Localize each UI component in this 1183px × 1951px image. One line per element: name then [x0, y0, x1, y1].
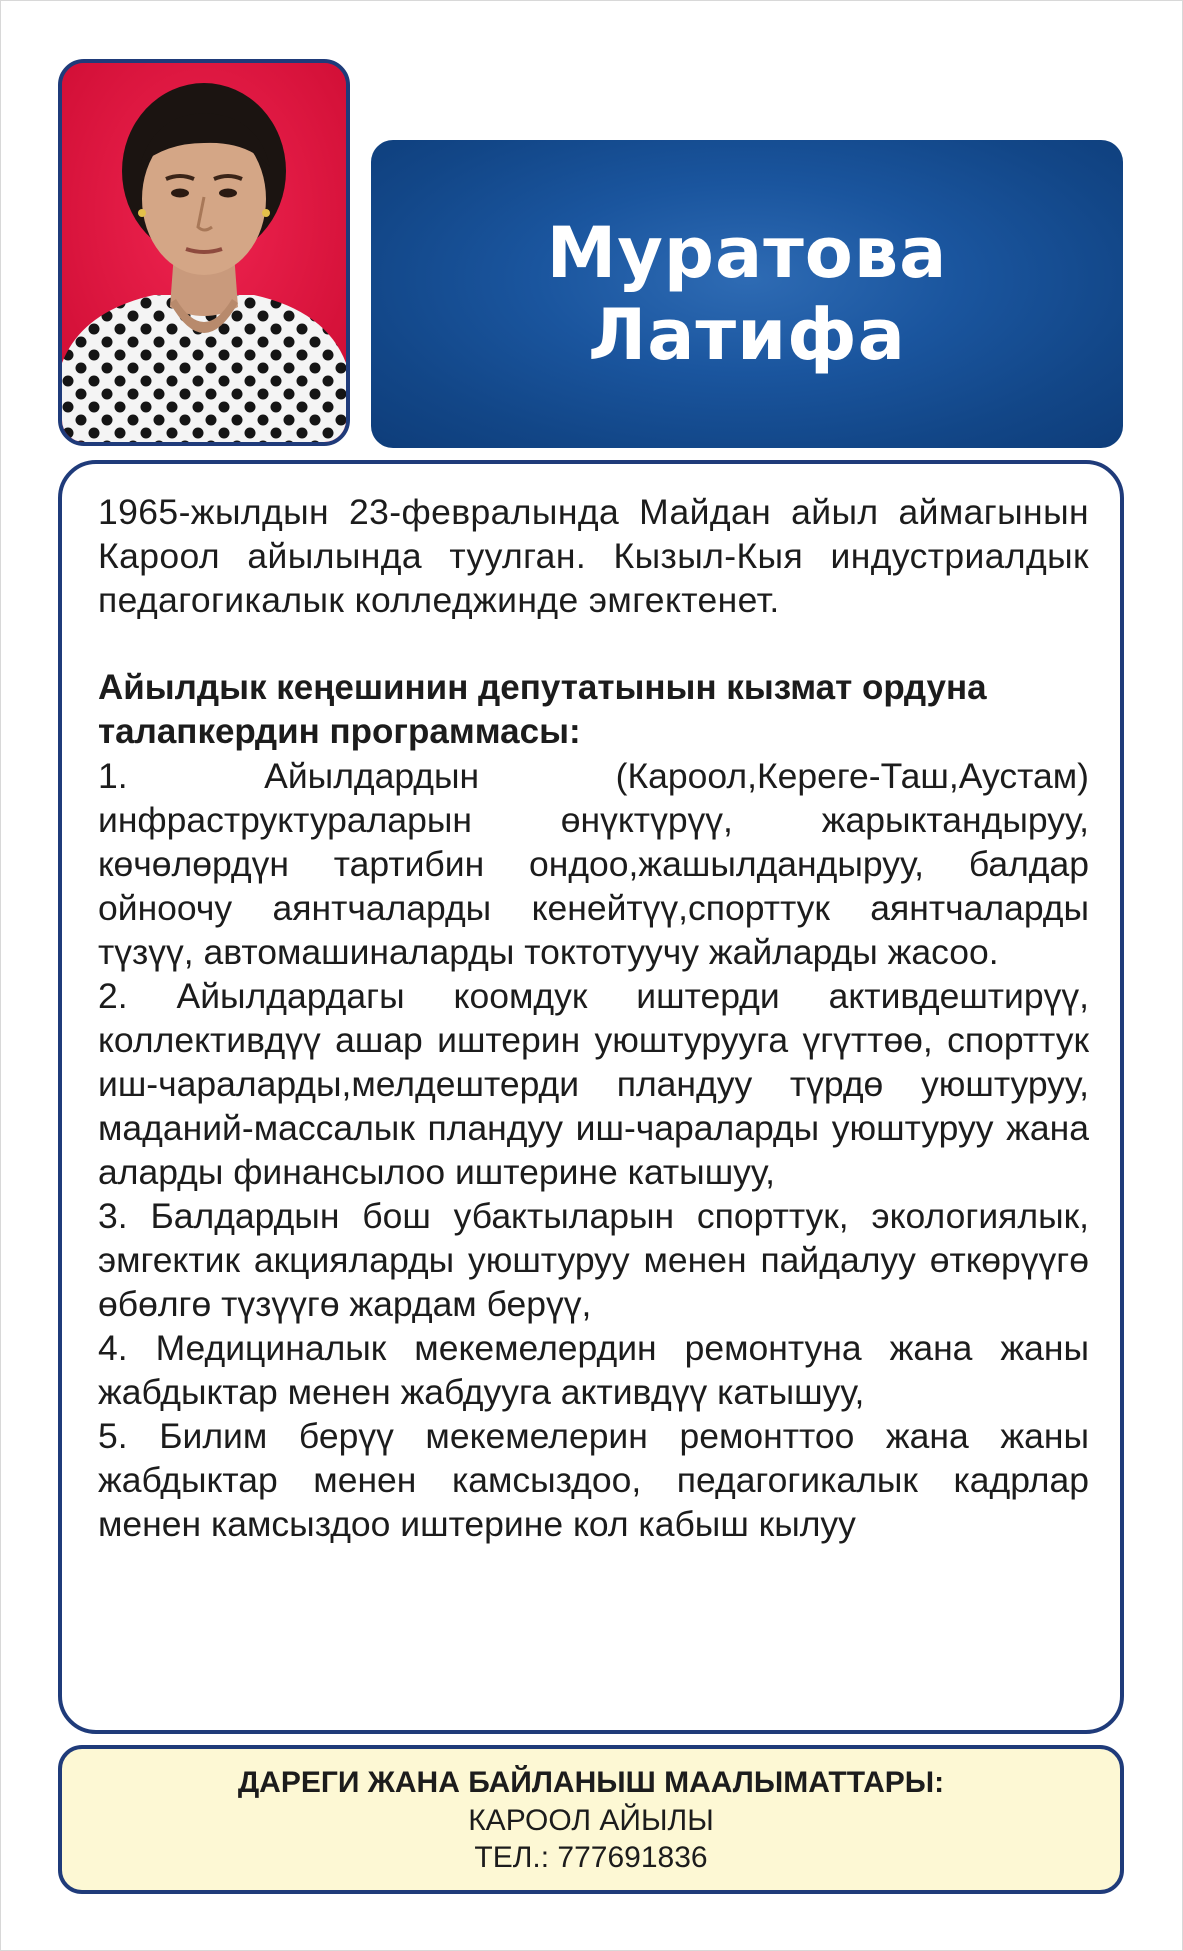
contact-title: ДАРЕГИ ЖАНА БАЙЛАНЫШ МААЛЫМАТТАРЫ: [237, 1765, 945, 1799]
candidate-given-name: Латифа [588, 294, 906, 376]
program-item-5: 5. Билим берүү мекемелерин ремонттоо жана жаны жабдыктар менен камсыздоо, педагогикалык кадрлар менен камсыздоо иштерине кол кабыш кылуу [98, 1416, 1089, 1544]
candidate-photo [58, 59, 350, 446]
contact-address: КАРООЛ АЙЫЛЫ [468, 1803, 714, 1837]
contact-phone: ТЕЛ.: 777691836 [474, 1840, 708, 1874]
program-item-2: 2. Айылдардагы коомдук иштерди активдештирүү, коллективдүү ашар иштерин уюштурууга үгүттөө, спорттук иш-чараларды,мелдештерди пландуу түрдө уюштуруу, маданий-массалык пландуу иш-чараларды уюштуруу жана аларды финансылоо иштерине катышуу, [98, 976, 1089, 1192]
candidate-surname: Муратова [546, 212, 948, 294]
portrait-image [62, 63, 346, 442]
program-title: Айылдык кеңешинин депутатынын кызмат ордуна талапкердин программасы: [98, 668, 987, 751]
biography-panel [58, 460, 1124, 1734]
paragraph-spacer [98, 622, 1089, 666]
contact-panel [58, 1745, 1124, 1894]
program-item-3: 3. Балдардын бош убактыларын спорттук, экологиялык, эмгектик акцияларды уюштуруу менен пайдалуу өткөрүүгө өбөлгө түзүүгө жардам берүү, [98, 1196, 1089, 1324]
program-item-1: 1. Айылдардын (Кароол,Кереге-Таш,Аустам) инфраструктураларын өнүктүрүү, жарыктандыруу, көчөлөрдүн тартибин ондоо,жашылдандыруу, балдар ойноочу аянтчаларды кенейтүү,спорттук аянтчаларды түзүү, автомашиналарды токтотуучу жайларды жасоо. [98, 756, 1089, 972]
program-item-4: 4. Медициналык мекемелердин ремонтуна жана жаны жабдыктар менен жабдууга активдүү катышуу, [98, 1328, 1089, 1412]
biography-intro: 1965-жылдын 23-февралында Майдан айыл аймагынын Кароол айылында туулган. Кызыл-Кыя индустриалдык педагогикалык колледжинде эмгектенет. [98, 492, 1089, 620]
name-banner [371, 140, 1123, 448]
